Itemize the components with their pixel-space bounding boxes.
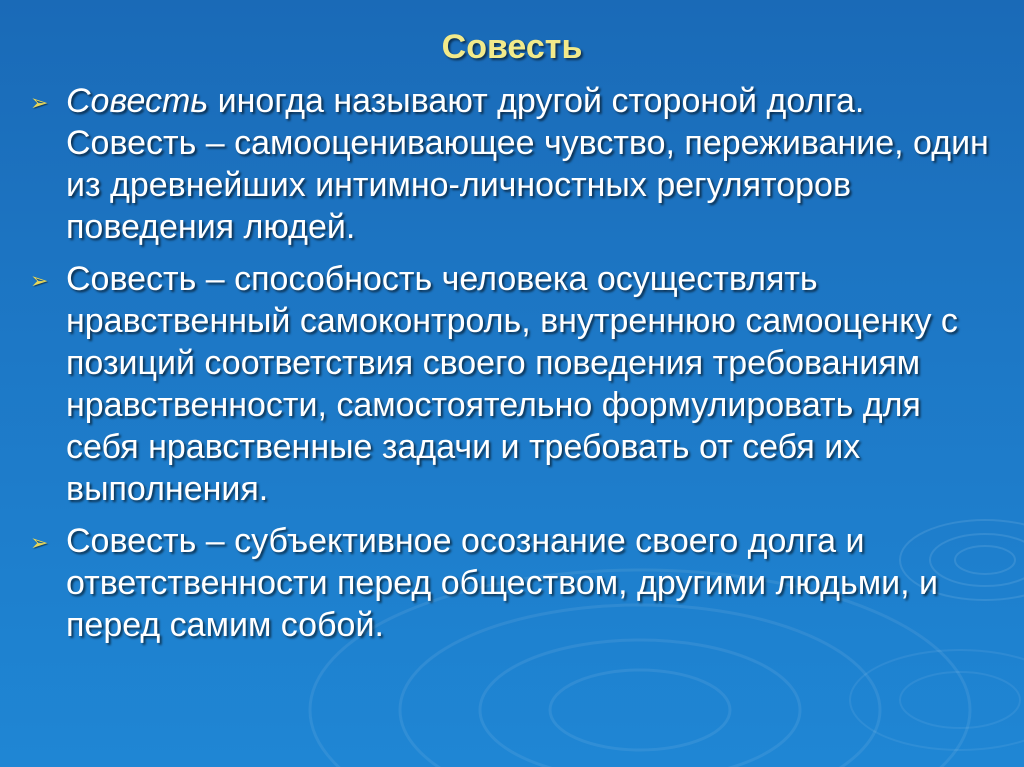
bullet-item xyxy=(30,258,990,510)
arrow-bullet-icon: ➢ xyxy=(30,90,49,115)
bullet-text: Совесть – субъективное осознание своего долга и ответственности перед обществом, другими людьми, и перед самим собой. xyxy=(66,522,938,644)
arrow-bullet-icon: ➢ xyxy=(30,268,49,293)
bullet-list xyxy=(30,80,990,656)
bullet-text: иногда называют другой стороной долга. Совесть – самооценивающее чувство, переживание, один из древнейших интимно-личностных регуляторов поведения людей. xyxy=(66,82,989,246)
arrow-bullet-icon: ➢ xyxy=(30,530,49,555)
bullet-item xyxy=(30,80,990,248)
bullet-item xyxy=(30,520,990,646)
bullet-text: Совесть – способность человека осуществлять нравственный самоконтроль, внутреннюю самооценку с позиций соответствия своего поведения требованиям нравственности, самостоятельно формулировать для себя нравственные задачи и требовать от себя их выполнения. xyxy=(66,260,958,508)
slide-title: Совесть xyxy=(441,28,583,66)
bullet-lead-italic: Совесть xyxy=(66,82,209,120)
